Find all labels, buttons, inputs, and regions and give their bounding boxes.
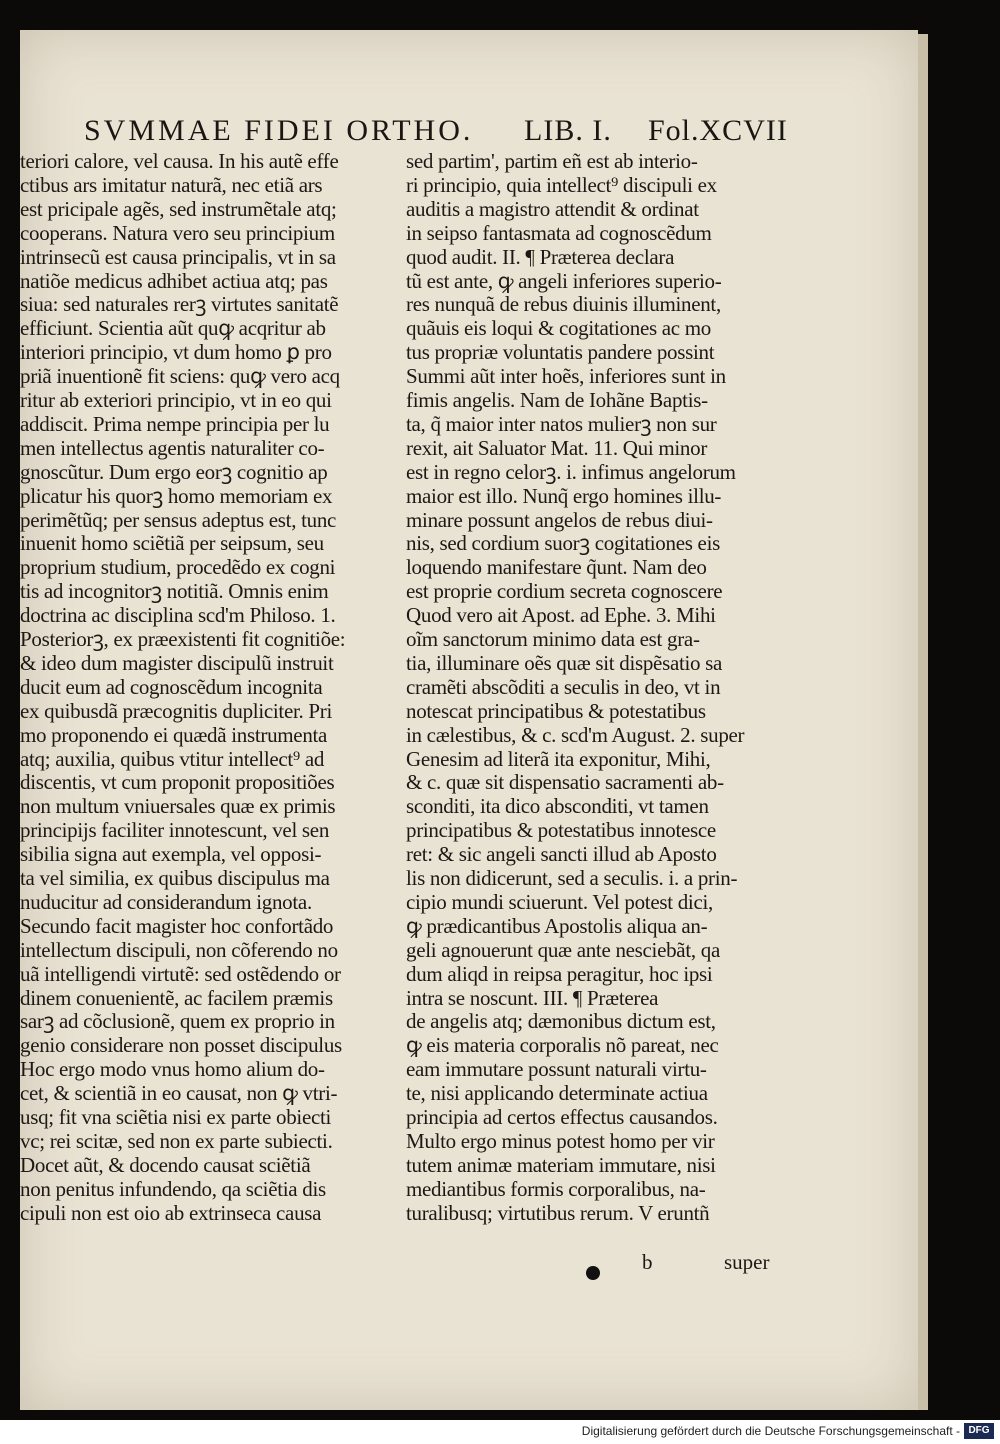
text-line: mediantibus formis corporalibus, na- (406, 1176, 706, 1201)
text-line: ꝙ eis materia corporalis nõ pareat, nec (406, 1033, 719, 1058)
text-line: intra se noscunt. III. ¶ Præterea (406, 985, 659, 1010)
text-line: notescat principatibus & potestatibus (406, 698, 706, 723)
text-line: Docet aũt, & docendo causat sciẽtiã (20, 1152, 311, 1177)
text-line: natiõe medicus adhibet actiua atq; pas (20, 268, 328, 293)
text-line: mo proponendo ei quædã instrumenta (20, 722, 328, 747)
text-line: nis, sed cordium suorꝫ cogitationes eis (406, 531, 720, 556)
text-line: tutem animæ materiam immutare, nisi (406, 1152, 716, 1177)
text-line: Genesim ad literã ita exponitur, Mihi, (406, 746, 711, 771)
text-line: principijs faciliter innotescunt, vel sen (20, 818, 330, 843)
text-line: ritur ab exteriori principio, vt in eo qui (20, 388, 332, 412)
text-line: in seipso fantasmata ad cognoscẽdum (406, 220, 712, 245)
catchword: super (724, 1250, 770, 1274)
text-line: nuducitur ad considerandum ignota. (20, 889, 312, 914)
text-line: ta vel similia, ex quibus discipulus ma (20, 866, 330, 890)
text-line: in cælestibus, & c. scd'm August. 2. super (406, 722, 745, 747)
ink-blot (586, 1266, 600, 1280)
text-line: interiori principio, vt dum homo ꝑ pro (20, 340, 332, 365)
text-line: quod audit. II. ¶ Præterea declara (406, 244, 675, 269)
funding-note: Digitalisierung gefördert durch die Deutsche Forschungsgemeinschaft - (581, 1424, 960, 1438)
text-line: Hoc ergo modo vnus homo alium do- (20, 1057, 325, 1082)
text-line: tis ad incognitorꝫ notitiã. Omnis enim (20, 579, 329, 604)
text-line: dum aliqd in reipsa peragitur, hoc ipsi (406, 961, 713, 986)
text-line: discentis, vt cum proponit propositiões (20, 770, 335, 795)
text-line: fimis angelis. Nam de Iohãne Baptis- (406, 388, 708, 412)
text-line: sibilia signa aut exempla, vel opposi- (20, 842, 322, 867)
text-line: intellectum discipuli, non cõferendo no (20, 937, 338, 962)
text-line: ret: & sic angeli sancti illud ab Aposto (406, 842, 717, 867)
text-line: eam immutare possunt naturali virtu- (406, 1057, 707, 1082)
text-line: turalibusq; virtutibus rerum. V eruntñ (406, 1200, 710, 1225)
text-line: res nunquã de rebus diuinis illuminent, (406, 292, 721, 317)
text-line: maior est illo. Nunq̃ ergo homines illu- (406, 483, 722, 508)
text-line: ꝙ prædicantibus Apostolis aliqua an- (406, 913, 708, 938)
book-page (20, 30, 918, 1410)
text-line: genio considerare non posset discipulus (20, 1033, 342, 1058)
text-line: & ideo dum magister discipulũ instruit (20, 650, 334, 675)
text-line: proprium studium, procedẽdo ex cogni (20, 555, 336, 580)
text-line: principatibus & potestatibus innotesce (406, 818, 716, 843)
text-line: rexit, ait Saluator Mat. 11. Qui minor (406, 435, 708, 460)
text-line: efficiunt. Scientia aũt quꝙ acqritur ab (20, 316, 326, 341)
text-line: siua: sed naturales rerꝫ virtutes sanitatẽ (20, 292, 339, 317)
text-line: ta, q̃ maior inter natos mulierꝫ non sur (406, 411, 717, 436)
text-line: Quod vero ait Apost. ad Ephe. 3. Mihi (406, 603, 716, 628)
text-line: geli agnouerunt quæ ante nesciebãt, qa (406, 937, 720, 962)
text-line: loquendo manifestare q̃unt. Nam deo (406, 555, 707, 580)
text-line: oĩm sanctorum minimo data est gra- (406, 627, 700, 651)
text-line: est proprie cordium secreta cognoscere (406, 579, 723, 604)
text-line: tia, illuminare oẽs quæ sit dispẽsatio sa (406, 650, 723, 675)
book-number: LIB. I. (524, 114, 612, 147)
text-line: teriori calore, vel causa. In his autẽ effe (20, 149, 339, 173)
text-line: minare possunt angelos de rebus diui- (406, 507, 713, 532)
text-line: non penitus infundendo, qa sciẽtia dis (20, 1176, 326, 1201)
footer-bar (0, 1420, 1000, 1444)
text-line: & c. quæ sit dispensatio sacramenti ab- (406, 770, 724, 795)
adjacent-page-edge (918, 34, 928, 1410)
text-line: auditis a magistro attendit & ordinat (406, 196, 699, 221)
text-line: dinem conuenientẽ, ac facilem præmis (20, 985, 333, 1010)
text-line: sconditi, ita dico absconditi, vt tamen (406, 794, 709, 819)
text-line: Multo ergo minus potest homo per vir (406, 1128, 715, 1153)
text-line: cramẽti abscõditi a seculis in deo, vt in (406, 674, 721, 699)
text-line: ducit eum ad cognoscẽdum incognita (20, 674, 323, 699)
text-line: est in regno celorꝫ. i. infimus angelorum (406, 459, 736, 484)
text-line: vc; rei scitæ, sed non ex parte subiecti. (20, 1128, 333, 1153)
text-line: Summi aũt inter hoẽs, inferiores sunt in (406, 364, 726, 389)
text-line: doctrina ac disciplina scd'm Philoso. 1. (20, 603, 336, 628)
text-line: ri principio, quia intellect⁹ discipuli ex (406, 172, 717, 197)
text-line: sarꝫ ad cõclusionẽ, quem ex proprio in (20, 1009, 335, 1034)
text-line: lis non didicerunt, sed a seculis. i. a prin- (406, 866, 738, 890)
text-line: principia ad certos effectus causandos. (406, 1105, 718, 1129)
text-line: perimẽtũq; per sensus adeptus est, tunc (20, 507, 337, 532)
text-line: quãuis eis loqui & cogitationes ac mo (406, 316, 712, 341)
text-line: cipio mundi sciuerunt. Vel potest dici, (406, 889, 713, 914)
text-line: ctibus ars imitatur naturã, nec etiã ars (20, 172, 323, 197)
text-line: sed partim', partim eñ est ab interio- (406, 149, 698, 173)
text-line: priã inuentionẽ fit sciens: quꝙ vero acq (20, 364, 340, 389)
text-line: non multum vniuersales quæ ex primis (20, 794, 336, 819)
signature-mark: b (642, 1250, 653, 1274)
text-line: men intellectus agentis naturaliter co- (20, 435, 325, 460)
text-line: addiscit. Prima nempe principia per lu (20, 411, 330, 436)
text-line: plicatur his quorꝫ homo memoriam ex (20, 483, 333, 508)
text-line: atq; auxilia, quibus vtitur intellect⁹ ad (20, 746, 325, 771)
text-line: gnoscũtur. Dum ergo eorꝫ cognitio ap (20, 459, 328, 484)
text-line: te, nisi applicando determinate actiua (406, 1081, 708, 1106)
folio-number: Fol.XCVII (648, 114, 788, 147)
text-line: inuenit homo sciẽtiã per seipsum, seu (20, 531, 324, 556)
text-line: cipuli non est oio ab extrinseca causa (20, 1200, 322, 1225)
text-line: intrinsecũ est causa principalis, vt in sa (20, 244, 336, 269)
text-line: de angelis atq; dæmonibus dictum est, (406, 1009, 716, 1034)
running-title: SVMMAE FIDEI ORTHO. (84, 114, 474, 147)
text-line: ex quibusdã præcognitis dupliciter. Pri (20, 698, 333, 723)
dfg-logo: DFG (964, 1423, 994, 1439)
text-line: uã intelligendi virtutẽ: sed ostẽdendo or (20, 961, 341, 986)
text-line: est pricipale agẽs, sed instrumẽtale atq; (20, 196, 337, 221)
text-line: cooperans. Natura vero seu principium (20, 220, 335, 245)
text-line: cet, & scientiã in eo causat, non ꝙ vtri- (20, 1081, 338, 1106)
text-line: tũ est ante, ꝙ angeli inferiores superio- (406, 268, 722, 293)
text-line: usq; fit vna sciẽtia nisi ex parte obiecti (20, 1105, 332, 1129)
text-line: tus propriæ voluntatis pandere possint (406, 340, 715, 365)
text-line: Posteriorꝫ, ex præexistenti fit cognitiõe: (20, 627, 346, 651)
text-line: Secundo facit magister hoc confortãdo (20, 913, 334, 938)
